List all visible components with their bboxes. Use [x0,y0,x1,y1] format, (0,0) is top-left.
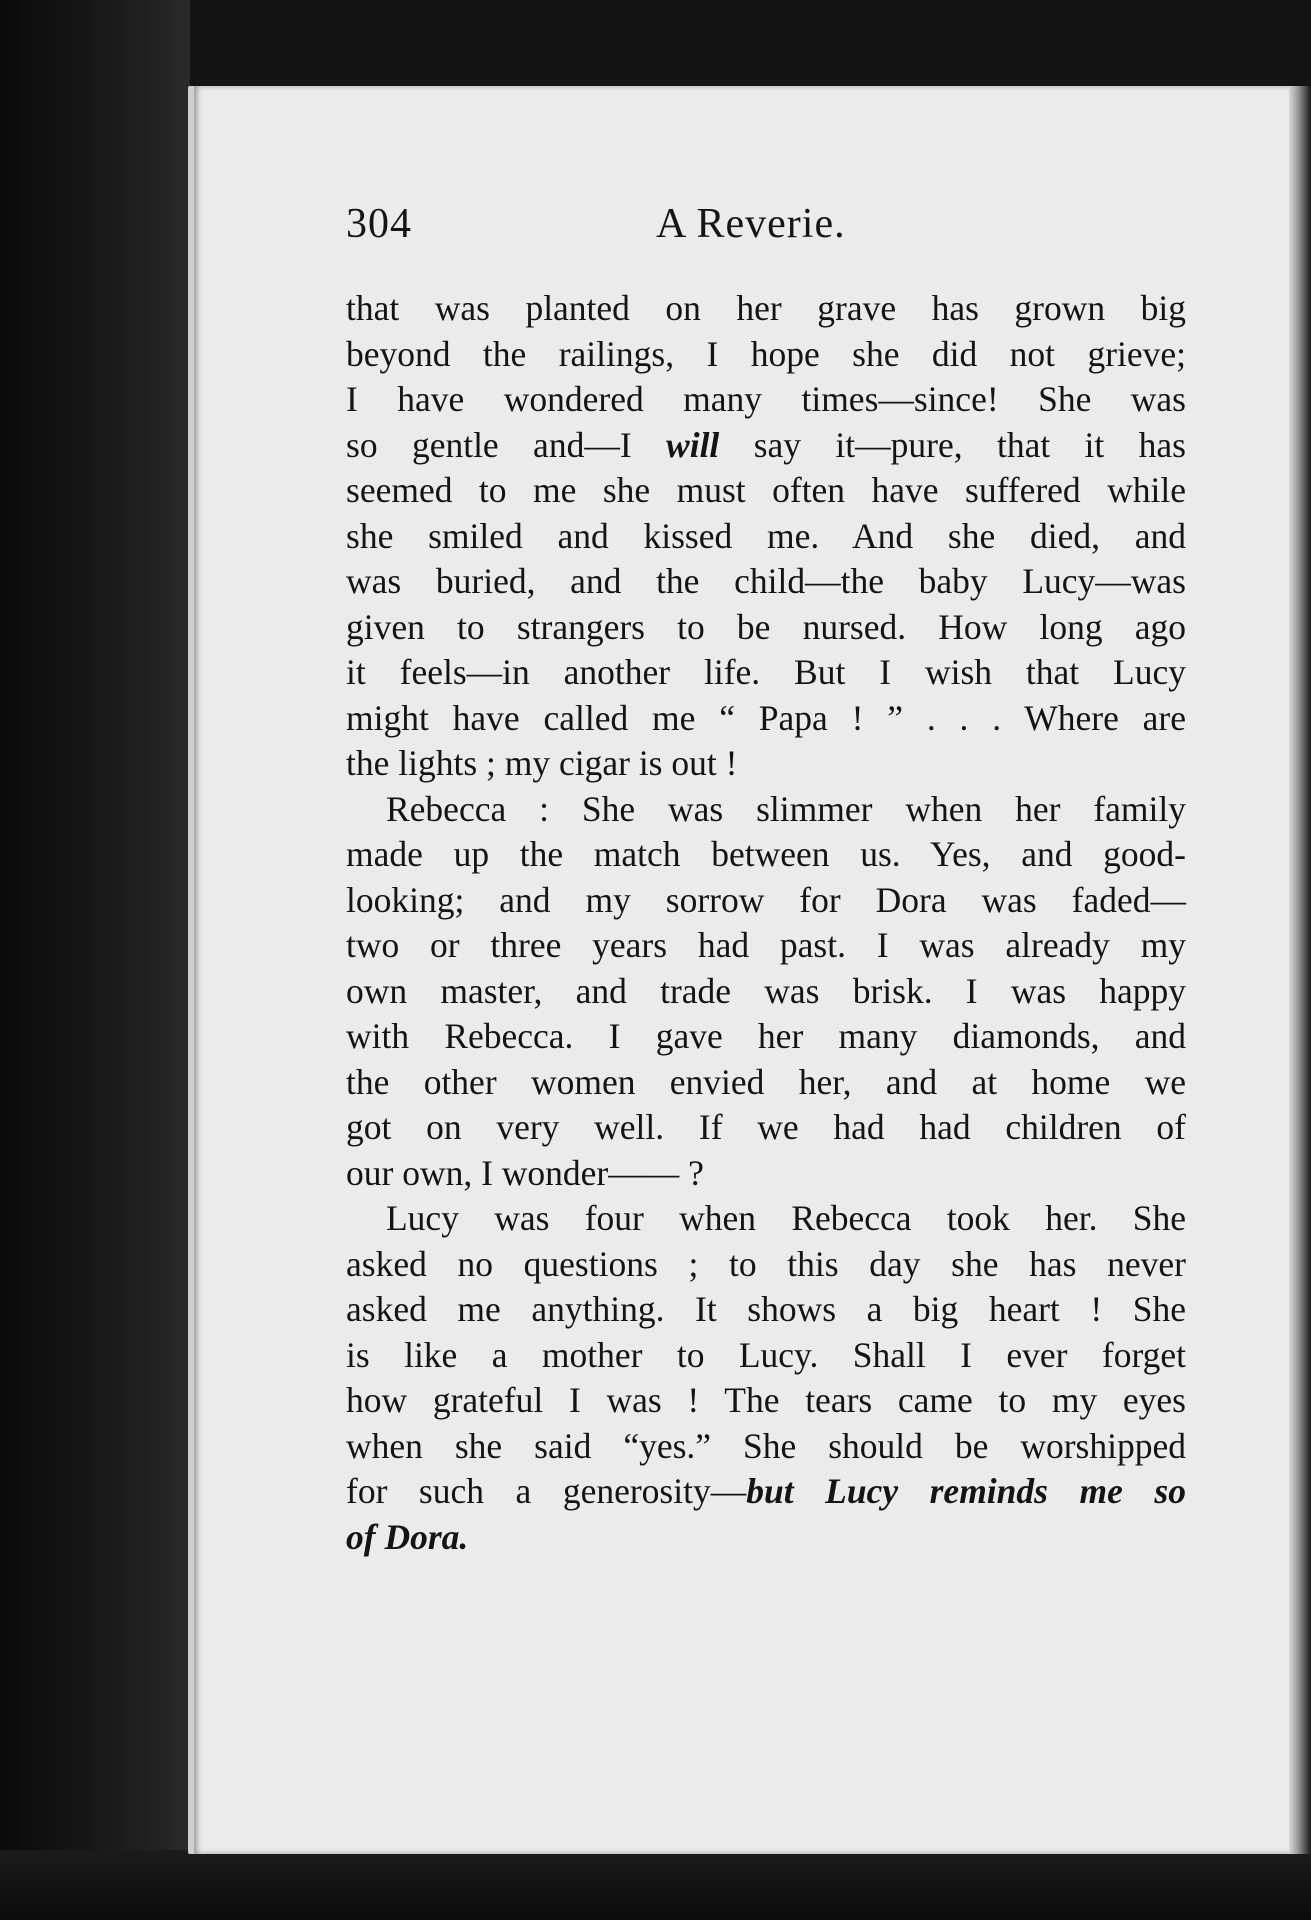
text-line: seemed to me she must often have suffered while [346,470,1186,510]
scan-shadow-left [0,0,190,1920]
text-line: given to strangers to be nursed. How long ago [346,606,1186,647]
text-line: Rebecca : She was slimmer when her family [386,788,1186,829]
text-line: asked no questions ; to this day she has never [346,1243,1186,1284]
text-line: beyond the railings, I hope she did not grieve; [346,333,1186,374]
text-run: say it—pure, that it has [719,424,1186,465]
text-line: with Rebecca. I gave her many diamonds, and [346,1016,1186,1056]
scan-shadow-bottom [0,1850,1311,1920]
text-line [346,1469,1186,1515]
text-line: how grateful I was ! The tears came to my eyes [346,1380,1186,1420]
text-line: might have called me “ Papa ! ” . . . Where are [346,697,1186,738]
text-line: Lucy was four when Rebecca took her. She [386,1198,1186,1238]
text-run: so gentle and—I [346,424,667,465]
text-line: own master, and trade was brisk. I was happy [346,970,1186,1011]
page-header [346,200,1186,260]
text-line: two or three years had past. I was already my [346,925,1186,965]
text-line: asked me anything. It shows a big heart ! She [346,1289,1186,1329]
text-line: was buried, and the child—the baby Lucy—was [346,561,1186,601]
text-run: for such a generosity— [346,1471,747,1511]
text-line: looking; and my sorrow for Dora was faded— [346,879,1186,920]
text-line [346,423,1186,469]
page-edge-right [1289,86,1311,1854]
emphasis-text: but Lucy reminds me so [746,1471,1186,1511]
text-line: I have wondered many times—since! She was [346,379,1186,419]
text-line: is like a mother to Lucy. Shall I ever forget [346,1334,1186,1375]
text-line: that was planted on her grave has grown big [346,288,1186,328]
text-line: it feels—in another life. But I wish that Lucy [346,652,1186,692]
text-line: she smiled and kissed me. And she died, and [346,515,1186,556]
emphasis-text: of Dora. [346,1516,469,1557]
text-line: our own, I wonder—— ? [346,1152,704,1193]
body-text [346,286,1186,1560]
text-line: the other women envied her, and at home we [346,1061,1186,1102]
text-line [346,1515,1186,1561]
text-line: made up the match between us. Yes, and good- [346,834,1186,874]
text-line: got on very well. If we had had children of [346,1107,1186,1147]
running-title: A Reverie. [656,201,846,247]
page-number: 304 [346,201,412,247]
emphasis-text: will [666,424,720,465]
text-line: the lights ; my cigar is out ! [346,743,738,783]
text-line: when she said “yes.” She should be worshipped [346,1425,1186,1466]
